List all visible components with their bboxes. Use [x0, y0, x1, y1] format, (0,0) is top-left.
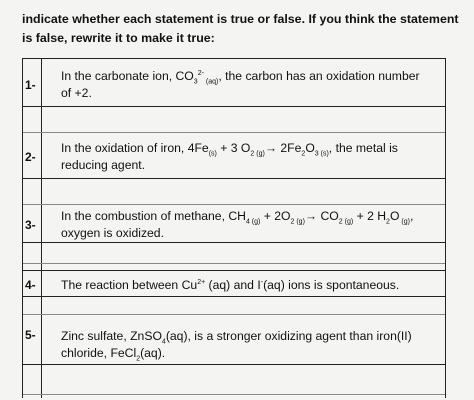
statement-2-part: + 3 O: [216, 141, 251, 155]
statement-4-part: (aq) and I: [205, 278, 261, 292]
row-divider: [23, 296, 445, 297]
subscript: 2: [301, 150, 306, 158]
superscript: 2-: [197, 69, 204, 77]
statement-3-part: In the combustion of methane, CH: [61, 209, 246, 223]
statement-number: 1-: [25, 78, 36, 92]
row-divider: [23, 394, 445, 395]
statement-5-part: (aq).: [140, 346, 166, 360]
row-divider: [23, 364, 445, 365]
statements-table: [22, 58, 446, 398]
statement-4-part: (aq) ions is spontaneous.: [263, 278, 400, 292]
statement-1-part: , the carbon has an oxidation number of +2.: [61, 69, 420, 100]
statement-4-text: [61, 277, 421, 294]
statement-3-part: CO: [317, 209, 339, 223]
number-column-divider: [41, 58, 42, 398]
subscript: 3: [193, 78, 198, 86]
statement-number: 2-: [25, 150, 36, 164]
statement-3-text: [61, 208, 421, 242]
statement-number: 4-: [25, 278, 36, 292]
statement-3-part: , oxygen is oxidized.: [61, 209, 414, 240]
statement-3-part: + 2O: [260, 209, 291, 223]
statement-5-text: [61, 328, 421, 362]
row-divider: [23, 178, 445, 179]
row-divider: [23, 270, 445, 271]
row-divider: [23, 263, 445, 264]
statement-number: 5-: [25, 328, 36, 342]
statement-2-part: In the oxidation of iron, 4Fe: [61, 141, 209, 155]
statement-2-part: 2Fe: [277, 141, 302, 155]
subscript: 3 (s): [314, 150, 329, 158]
row-divider: [23, 106, 445, 107]
subscript: 2: [386, 218, 390, 226]
statement-1-text: [61, 68, 421, 102]
arrow-icon: →: [304, 209, 318, 223]
row-divider: [23, 314, 445, 315]
statement-4-part: The reaction between Cu: [61, 278, 198, 292]
statement-3-part: O: [389, 209, 400, 223]
subscript: 4: [161, 338, 166, 346]
subscript: (s): [208, 150, 217, 158]
subscript: (g): [399, 218, 410, 226]
row-divider: [23, 242, 445, 243]
subscript: 2 (g): [338, 218, 354, 226]
statement-3-part: + 2 H: [353, 209, 387, 223]
statement-2-text: [61, 140, 421, 174]
instructions-text: indicate whether each statement is true or false. If you think the statement is false, rewrite it to make it true:: [22, 12, 459, 45]
row-divider: [23, 58, 445, 59]
subscript: 2 (g): [290, 218, 305, 226]
superscript: -: [260, 278, 264, 286]
statement-5-part: (aq), is a stronger oxidizing agent than iron(II) chloride, FeCl: [61, 329, 412, 360]
superscript: 2+: [197, 278, 206, 286]
row-divider: [23, 132, 445, 133]
statement-1-part: In the carbonate ion, CO: [61, 69, 194, 83]
statement-2-part: O: [305, 141, 315, 155]
subscript: (aq): [203, 78, 219, 86]
row-divider: [23, 204, 445, 205]
subscript: 2: [136, 355, 141, 363]
statement-2-part: , the metal is reducing agent.: [61, 141, 398, 172]
subscript: 4 (g): [245, 218, 261, 226]
statement-5-part: Zinc sulfate, ZnSO: [61, 329, 162, 343]
subscript: 2 (g): [250, 150, 265, 158]
statement-number: 3-: [25, 218, 36, 232]
arrow-icon: →: [264, 141, 278, 155]
